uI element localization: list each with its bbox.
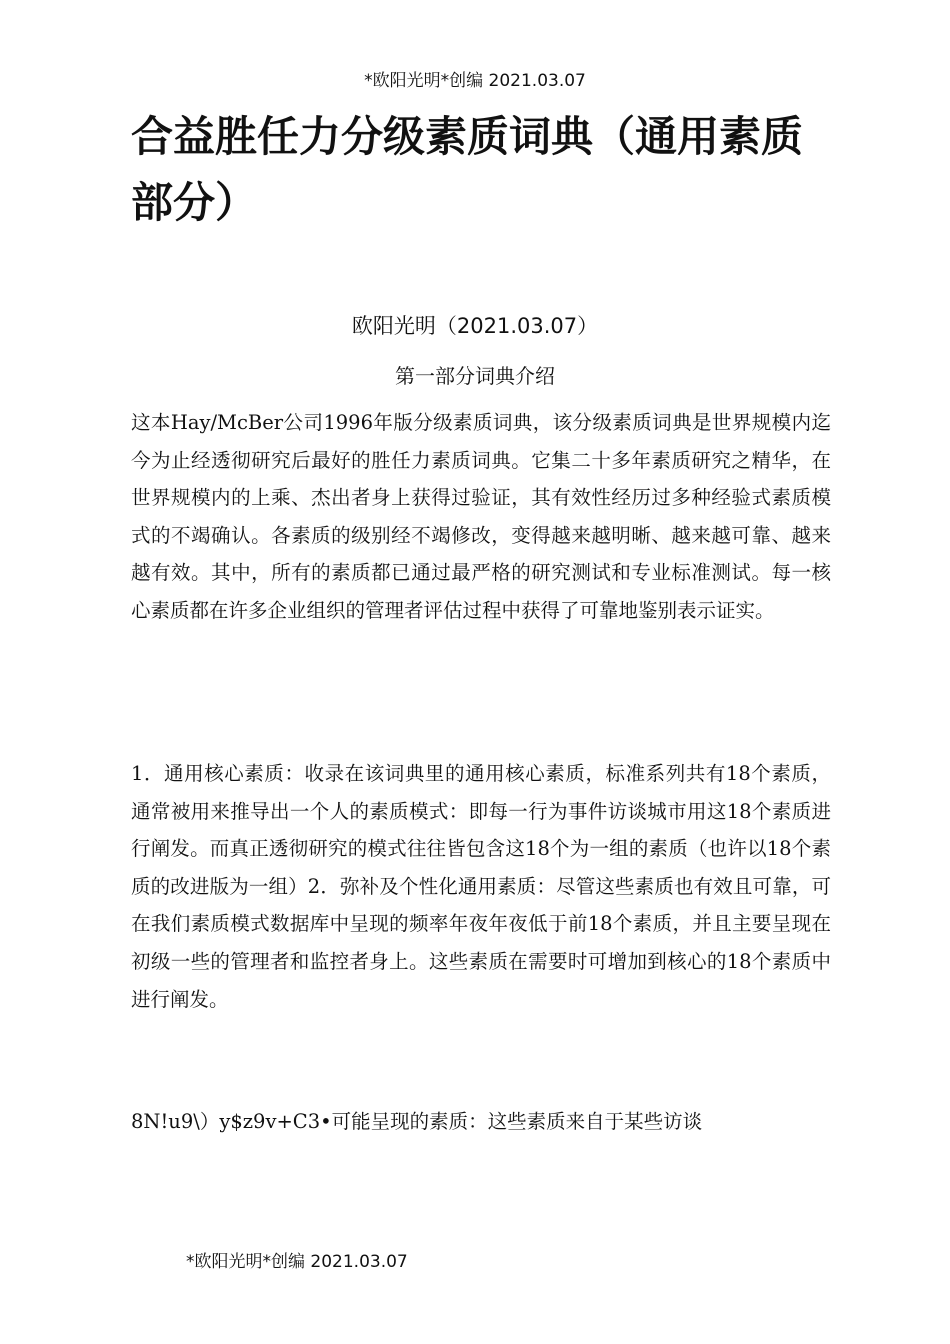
section-heading: 第一部分词典介绍 bbox=[395, 364, 555, 388]
document-title: 合益胜任力分级素质词典（通用素质部分） bbox=[131, 112, 804, 227]
paragraph-intro: 这本Hay/McBer公司1996年版分级素质词典，该分级素质词典是世界规模内迄今为止经透彻研究后最好的胜任力素质词典。它集二十多年素质研究之精华，在世界规模内的上乘、杰出者身上获得过验证，其有效性经历过多种经验式素质模式的不竭确认。各素质的级别经不竭修改，变得越来越明晰、越来越可靠、越来越有效。其中，所有的素质都已通过最严格的研究测试和专业标准测试。每一核心素质都在许多企业组织的管理者评估过程中获得了可靠地鉴别表示证实。 bbox=[131, 411, 831, 622]
page-footer: *欧阳光明*创编 2021.03.07 bbox=[186, 1252, 408, 1272]
paragraph-core-competencies: 1．通用核心素质：收录在该词典里的通用核心素质，标准系列共有18个素质，通常被用来推导出一个人的素质模式：即每一行为事件访谈城市用这18个素质进行阐发。而真正透彻研究的模式往往皆包含这18个为一组的素质（也许以18个素质的改进版为一组）2．弥补及个性化通用素质：尽管这些素质也有效且可靠，可在我们素质模式数据库中呈现的频率年夜年夜低于前18个素质，并且主要呈现在初级一些的管理者和监控者身上。这些素质在需要时可增加到核心的18个素质中进行阐发。 bbox=[131, 762, 831, 1011]
paragraph-possible-competencies: 8N!u9\）y$z9v+C3•可能呈现的素质：这些素质来自于某些访谈 bbox=[131, 1110, 703, 1133]
author-line: 欧阳光明（2021.03.07） bbox=[351, 314, 599, 338]
page-header: *欧阳光明*创编 2021.03.07 bbox=[364, 71, 586, 91]
